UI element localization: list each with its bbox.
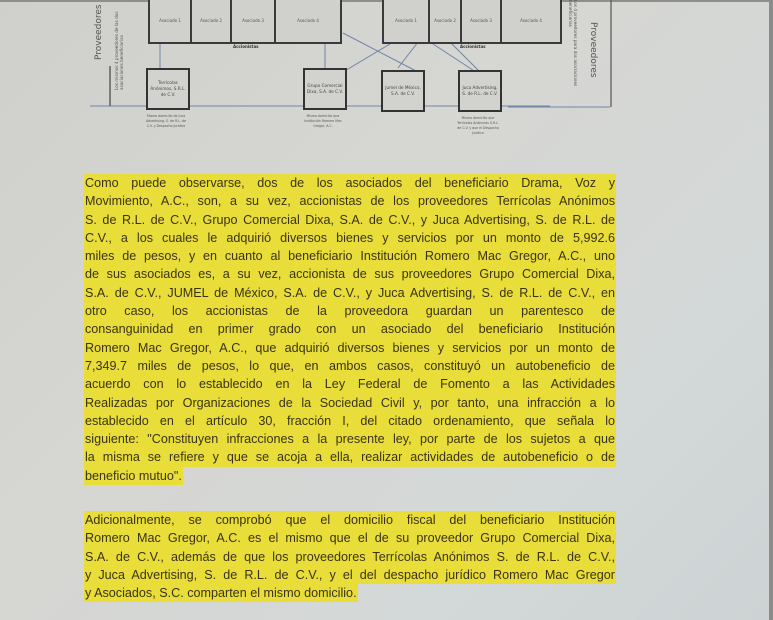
text-line: siguiente: "Constituyen infracciones a la presente ley, por parte de los sujetos a que <box>84 430 616 448</box>
text-line: otro caso, los accionistas de la proveedora guardan un parentesco de <box>84 302 616 320</box>
text-line: Como puede observarse, dos de los asociados del beneficiario Drama, Voz y <box>84 174 616 192</box>
text-line: miles de pesos, y en cuanto al beneficiario Institución Romero Mac Gregor, A.C., uno <box>84 247 616 265</box>
text-line: S.A. de C.V., JUMEL de México, S.A. de C.V., y Juca Advertising, S. de R.L. de C.V., en <box>84 284 616 302</box>
entity-grupo-comercial-dixa: Grupo Comercial Dixa, S.A. de C.V. <box>303 68 347 110</box>
text-line: C.V., a los cuales le adquirió diversos bienes y servicios por un monto de 5,992.6 <box>84 229 616 247</box>
relationship-diagram <box>90 0 630 160</box>
associate-cell: Asociado 3 <box>462 0 502 42</box>
associate-cell: Asociado 2 <box>192 0 232 42</box>
text-line: de sus asociados es, a su vez, accionista de sus proveedores Grupo Comercial Dixa, <box>84 265 616 283</box>
right-shareholders-caption: Accionistas <box>460 44 486 49</box>
text-line: Romero Mac Gregor, A.C. es el mismo que el de su proveedor Grupo Comercial Dixa, <box>84 529 616 547</box>
text-line: establecido en el artículo 30, fracción I, del citado ordenamiento, que señala lo <box>84 412 616 430</box>
right-shareholders-box <box>382 0 562 44</box>
text-line: acuerdo con lo establecido en la Ley Federal de Fomento a las Actividades <box>84 375 616 393</box>
entity-terricolas-anonimos: Terrícolas Anónimos, S.R.L. de C.V. <box>146 68 190 110</box>
right-providers-title: Proveedores <box>588 22 598 78</box>
paragraph-self-benefit <box>84 174 616 485</box>
text-line: Romero Mac Gregor, A.C., que adquirió diversos bienes y servicios por un monto de <box>84 339 616 357</box>
entity-juca-advertising: Juca Advertising, S. de R.L. de C.V. <box>458 70 502 112</box>
text-line: consanguinidad en primer grado con un asociado del beneficiario Institución <box>84 320 616 338</box>
left-shareholders-caption: Accionistas <box>233 44 259 49</box>
text-line: Realizadas por Organizaciones de la Sociedad Civil y, por tanto, una infracción a lo <box>84 394 616 412</box>
page-edge <box>769 0 773 620</box>
text-line: S.A. de C.V., además de que los proveedores Terrícolas Anónimos S. de R.L. de C.V., <box>84 548 616 566</box>
left-shareholders-box <box>148 0 342 44</box>
associate-cell: Asociado 3 <box>232 0 276 42</box>
text-line: la misma se refiere y que se acoja a ella, realizar actividades de autobeneficio o de <box>84 448 616 466</box>
text-line: y Juca Advertising, S. de R.L. de C.V., y el del despacho jurídico Romero Mac Gregor <box>84 566 616 584</box>
associate-cell: Asociado 2 <box>430 0 462 42</box>
entity-note: Mismo domicilio que Institución Romero Mac Gregor, A.C. <box>304 114 342 128</box>
entity-jumel-de-mexico: Jumel de México, S.A. de C.V. <box>381 70 425 112</box>
associate-cell: Asociado 1 <box>150 0 192 42</box>
text-line: y Asociados, S.C. comparten el mismo domicilio. <box>84 584 358 602</box>
associate-cell: Asociado 4 <box>520 17 542 23</box>
entity-note: Mismo domicilio de Juca Advertising, S. de R.L. de C.V. y Despacho Jurídico <box>145 114 186 128</box>
text-line: Adicionalmente, se comprobó que el domicilio fiscal del beneficiario Institución <box>84 511 616 529</box>
left-providers-note: Los mismos 4 proveedores de las dos asociaciones beneficiarias <box>114 11 124 90</box>
associate-cell: Asociado 1 <box>384 0 430 42</box>
text-line: beneficio mutuo". <box>84 467 183 485</box>
left-providers-title: Proveedores <box>94 4 104 60</box>
right-providers-note: Los 4 proveedores para dos asociaciones beneficiarias <box>568 0 578 87</box>
associate-cell: Asociado 4 <box>297 17 319 23</box>
paragraph-shared-address <box>84 511 616 602</box>
text-line: Movimiento, A.C., son, a su vez, accionistas de los proveedores Terrícolas Anónimos <box>84 192 616 210</box>
text-line: 7,349.7 miles de pesos, lo que, en ambos casos, constituyó un autobeneficio de <box>84 357 616 375</box>
entity-note: Mismo domicilio que Terrícolas Anónimos S.R.L. de C.V. y que el Despacho Jurídico <box>457 116 499 135</box>
text-line: S. de R.L. de C.V., Grupo Comercial Dixa, S.A. de C.V., y Juca Advertising, S. de R.L. de <box>84 211 616 229</box>
